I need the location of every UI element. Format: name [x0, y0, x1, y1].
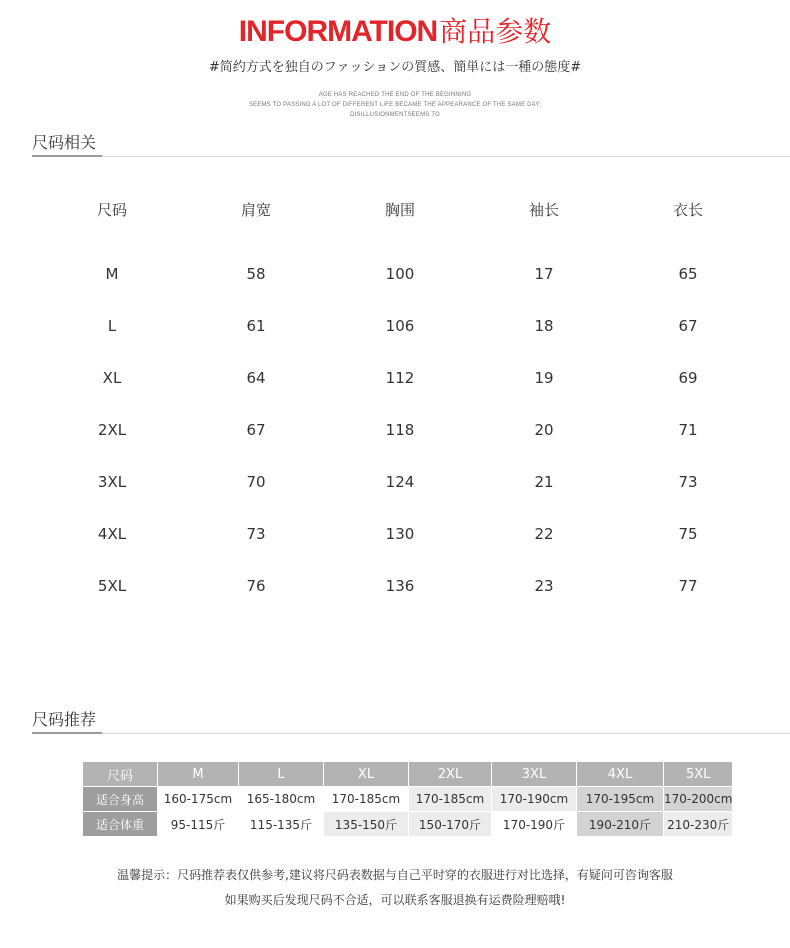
weight-4xl: 190-210斤	[577, 812, 664, 837]
cell-length: 73	[678, 473, 698, 491]
size-section-accent	[32, 155, 102, 157]
weight-2xl: 150-170斤	[409, 812, 492, 837]
col-header-length: 衣长	[672, 200, 703, 219]
cell-sleeve: 17	[534, 265, 554, 283]
recommend-height-row	[83, 787, 733, 812]
table-row	[40, 300, 764, 352]
cell-chest: 112	[385, 369, 415, 387]
cell-sleeve: 21	[534, 473, 554, 491]
table-row	[40, 352, 764, 404]
rec-header-5xl: 5XL	[664, 762, 733, 787]
weight-m: 95-115斤	[158, 812, 239, 837]
title-chinese: 商品参数	[439, 15, 552, 48]
cell-length: 69	[678, 369, 698, 387]
cell-shoulder: 76	[246, 577, 266, 595]
cell-size: 4XL	[97, 525, 127, 543]
col-header-size: 尺码	[96, 200, 127, 219]
weight-row-label: 适合体重	[83, 812, 158, 837]
cell-size: 2XL	[97, 421, 127, 439]
tagline-line-3: DISILLUSIONMENTSEEMS TO	[350, 112, 440, 118]
cell-shoulder: 73	[246, 525, 266, 543]
recommend-section-accent	[32, 732, 102, 734]
cell-length: 75	[678, 525, 698, 543]
title-english: INFORMATION	[238, 15, 438, 48]
weight-5xl: 210-230斤	[664, 812, 733, 837]
table-row	[40, 560, 764, 612]
cell-length: 67	[678, 317, 698, 335]
rec-header-xl: XL	[324, 762, 409, 787]
table-row	[40, 508, 764, 560]
tagline-line-2: SEEMS TO PASSING A LOT OF DIFFERENT LIFE BECAME THE APPEARANCE OF THE SAME DAY;	[248, 102, 542, 108]
cell-chest: 100	[385, 265, 415, 283]
col-header-chest: 胸围	[384, 200, 415, 219]
size-table	[40, 190, 764, 612]
cell-sleeve: 18	[534, 317, 554, 335]
cell-shoulder: 64	[246, 369, 266, 387]
cell-sleeve: 20	[534, 421, 554, 439]
subtitle: #简约方式を独自のファッションの質感、簡単には一種の態度#	[208, 60, 582, 75]
rec-header-2xl: 2XL	[409, 762, 492, 787]
cell-chest: 124	[385, 473, 415, 491]
table-row	[40, 248, 764, 300]
size-table-header	[40, 190, 764, 228]
notice-line-1: 温馨提示：尺码推荐表仅供参考,建议将尺码表数据与自己平时穿的衣服进行对比选择，有疑问可咨询客服	[117, 868, 673, 882]
height-4xl: 170-195cm	[577, 787, 664, 812]
cell-length: 77	[678, 577, 698, 595]
rec-header-3xl: 3XL	[492, 762, 577, 787]
size-section-title: 尺码相关	[32, 133, 97, 152]
recommend-section-divider	[32, 733, 790, 734]
cell-shoulder: 67	[246, 421, 266, 439]
cell-chest: 118	[385, 421, 415, 439]
cell-size: 3XL	[97, 473, 127, 491]
weight-xl: 135-150斤	[324, 812, 409, 837]
page-title	[0, 12, 790, 52]
weight-l: 115-135斤	[239, 812, 324, 837]
cell-size: L	[107, 317, 117, 335]
cell-size: XL	[102, 369, 122, 387]
cell-sleeve: 19	[534, 369, 554, 387]
recommend-section-title: 尺码推荐	[32, 710, 97, 729]
recommend-table	[82, 761, 733, 837]
recommend-header-row	[83, 762, 733, 787]
height-row-label: 适合身高	[83, 787, 158, 812]
table-row	[40, 456, 764, 508]
cell-sleeve: 22	[534, 525, 554, 543]
cell-chest: 136	[385, 577, 415, 595]
cell-size: 5XL	[97, 577, 127, 595]
cell-size: M	[105, 265, 119, 283]
height-5xl: 170-200cm	[664, 787, 733, 812]
height-m: 160-175cm	[158, 787, 239, 812]
rec-header-l: L	[239, 762, 324, 787]
weight-3xl: 170-190斤	[492, 812, 577, 837]
cell-shoulder: 58	[246, 265, 266, 283]
rec-header-m: M	[158, 762, 239, 787]
tagline-line-1: AGE HAS REACHED THE END OF THE BEGINNING	[318, 92, 472, 98]
col-header-sleeve: 袖长	[528, 200, 559, 219]
size-section-divider	[32, 156, 790, 157]
cell-sleeve: 23	[534, 577, 554, 595]
height-l: 165-180cm	[239, 787, 324, 812]
recommend-weight-row	[83, 812, 733, 837]
col-header-shoulder: 肩宽	[240, 200, 271, 219]
table-row	[40, 404, 764, 456]
rec-header-size: 尺码	[83, 762, 158, 787]
cell-shoulder: 61	[246, 317, 266, 335]
notice-line-2: 如果购买后发现尺码不合适，可以联系客服退换有运费险理赔哦!	[224, 893, 566, 907]
cell-shoulder: 70	[246, 473, 266, 491]
cell-length: 65	[678, 265, 698, 283]
rec-header-4xl: 4XL	[577, 762, 664, 787]
cell-length: 71	[678, 421, 698, 439]
height-2xl: 170-185cm	[409, 787, 492, 812]
height-3xl: 170-190cm	[492, 787, 577, 812]
height-xl: 170-185cm	[324, 787, 409, 812]
cell-chest: 130	[385, 525, 415, 543]
cell-chest: 106	[385, 317, 415, 335]
